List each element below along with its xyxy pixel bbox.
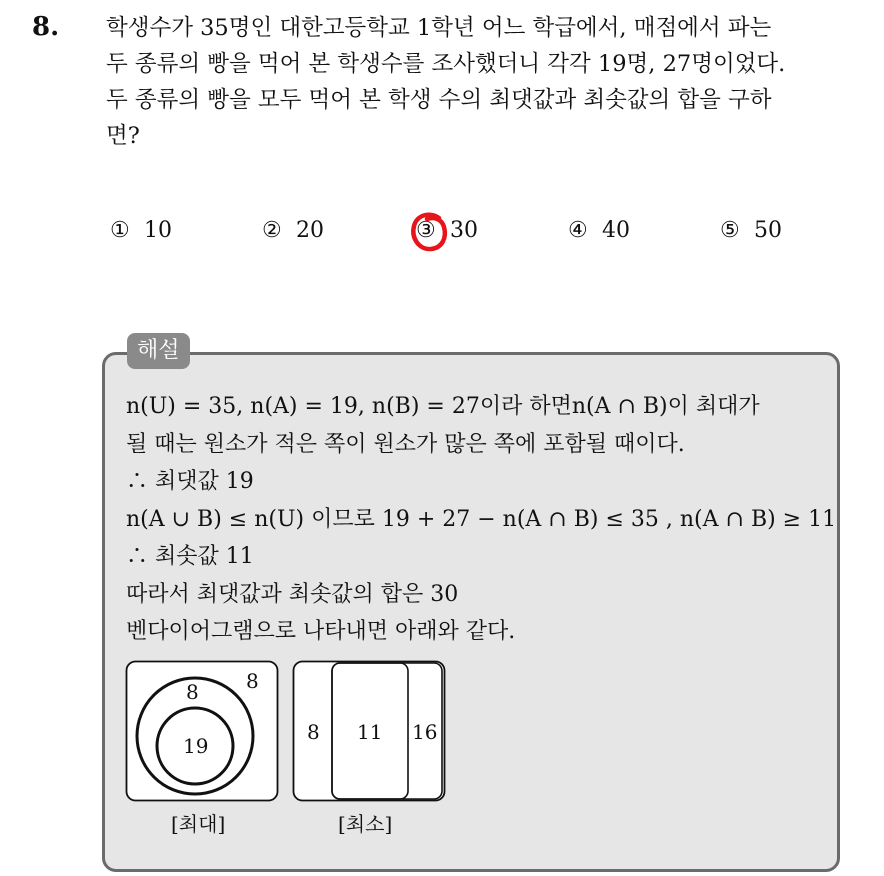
choice-mark: ⑤ (720, 218, 740, 243)
choice-mark: ③ (416, 218, 436, 243)
choice-value: 30 (450, 218, 478, 243)
max-inner-label: 19 (183, 734, 209, 758)
choice-mark: ① (110, 218, 130, 243)
question-line: 두 종류의 빵을 모두 먹어 본 학생 수의 최댓값과 최솟값의 합을 구하 (106, 87, 772, 113)
solution-line: 따라서 최댓값과 최솟값의 합은 30 (126, 581, 459, 607)
question-line: 두 종류의 빵을 먹어 본 학생수를 조사했더니 각각 19명, 27명이었다. (106, 51, 786, 77)
choice-value: 50 (754, 218, 782, 243)
solution-line: n(A ∪ B) ≤ n(U) 이므로 19 + 27 − n(A ∩ B) ≤ 35 , n(A ∩ B) ≥ 11 (126, 506, 837, 532)
solution-line: 벤다이어그램으로 나타내면 아래와 같다. (126, 619, 516, 644)
solution-line: ∴ 최댓값 19 (126, 469, 254, 494)
solution-line: n(U) = 35, n(A) = 19, n(B) = 27이라 하면n(A ∩ B)이 최대가 (126, 394, 760, 419)
question-number: 8. (32, 12, 60, 42)
choice-3[interactable] (416, 214, 478, 248)
choice-value: 40 (602, 218, 630, 243)
solution-tag: 해설 (127, 333, 190, 369)
min-caption: [최소] (338, 812, 393, 836)
choice-4[interactable] (568, 214, 630, 248)
solution-line: 될 때는 원소가 적은 쪽이 원소가 많은 쪽에 포함될 때이다. (126, 431, 685, 457)
choice-value: 10 (144, 218, 172, 243)
choice-5[interactable] (720, 214, 782, 248)
question-line: 학생수가 35명인 대한고등학교 1학년 어느 학급에서, 매점에서 파는 (106, 15, 772, 41)
choice-2[interactable] (262, 214, 324, 248)
choice-mark: ④ (568, 218, 588, 243)
question-text (106, 10, 866, 154)
solution-text (126, 388, 836, 651)
min-left-label: 8 (307, 720, 320, 744)
choice-value: 20 (296, 218, 324, 243)
answer-circle-icon (409, 210, 449, 254)
choice-1[interactable] (110, 214, 172, 248)
solution-line: ∴ 최솟값 11 (126, 544, 254, 569)
answer-choices (110, 214, 870, 254)
max-outer-label: 8 (246, 669, 259, 693)
min-middle-label: 11 (357, 720, 383, 744)
max-between-label: 8 (186, 680, 199, 704)
max-caption: [최대] (171, 812, 226, 836)
choice-mark: ② (262, 218, 282, 243)
min-right-label: 16 (412, 720, 438, 744)
question-line: 면? (106, 123, 140, 149)
